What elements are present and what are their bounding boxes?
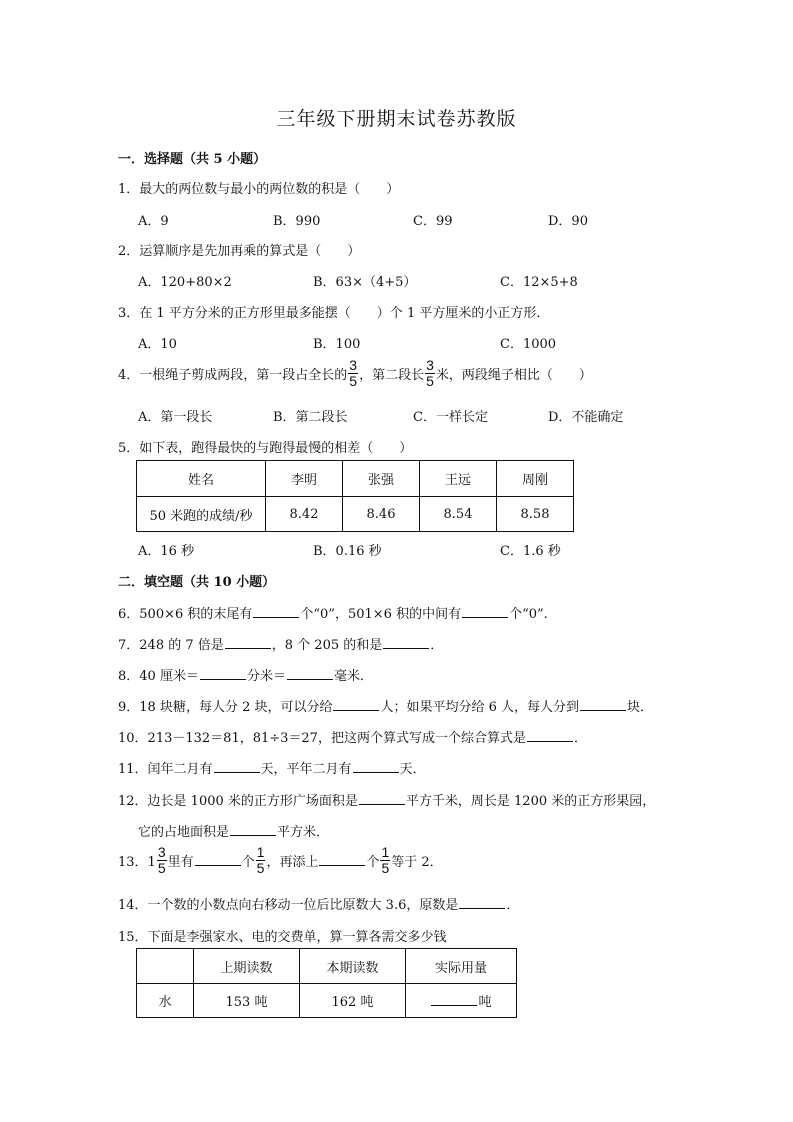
q7-blank-1[interactable]: [225, 636, 271, 649]
q7-text-3: ．: [430, 638, 444, 653]
q13-frac2-numerator: 1: [256, 844, 265, 860]
q9-text-2: 人；如果平均分给 6 人，每人分到: [380, 700, 580, 715]
q9-text-3: 块．: [627, 700, 654, 715]
q7-text-1: 7．248 的 7 倍是: [118, 638, 224, 653]
q3-option-a: A．10: [138, 337, 177, 352]
q4-text-2: ，第二段长: [359, 368, 425, 383]
q5-row-label: 50 米跑的成绩/秒: [137, 497, 266, 532]
q5-header-col: 李明: [266, 461, 343, 497]
q13-blank-1[interactable]: [195, 853, 241, 866]
exam-title: 三年级下册期末试卷苏教版: [276, 108, 517, 130]
q14-blank-1[interactable]: [459, 896, 505, 909]
q9-text-1: 9．18 块糖，每人分 2 块，可以分给: [118, 700, 333, 715]
q15-unit: 吨: [478, 995, 492, 1010]
question-11: [118, 758, 426, 777]
q13-frac3-denominator: 5: [381, 860, 390, 876]
q3-option-c: C．1000: [500, 337, 557, 352]
q15-row-label: 水: [137, 984, 194, 1018]
question-2: 2．运算顺序是先加再乘的算式是（ ）: [118, 244, 361, 259]
question-9: [118, 696, 653, 715]
question-6: [118, 603, 548, 622]
q15-header-col: 实际用量: [406, 949, 517, 984]
q5-option-a: A．16 秒: [138, 544, 195, 559]
q7-text-2: ，8 个 205 的和是: [271, 638, 383, 653]
q5-table-data-row: [137, 497, 574, 532]
q2-option-b: B．63×（4+5）: [313, 275, 417, 290]
q9-blank-1[interactable]: [333, 698, 379, 711]
q15-header-col: 本期读数: [300, 949, 406, 984]
q13-text-2: 个: [241, 855, 255, 870]
q1-option-c: C．99: [413, 214, 453, 229]
q9-blank-2[interactable]: [580, 698, 626, 711]
q6-text-2: 个“0”，501×6 积的中间有: [300, 607, 462, 622]
q13-blank-2[interactable]: [319, 853, 365, 866]
q1-option-a: A．9: [138, 214, 169, 229]
q13-frac2-denominator: 5: [256, 860, 265, 876]
q5-cell: 8.46: [343, 497, 420, 532]
q4-frac1-denominator: 5: [349, 373, 358, 389]
question-5: 5．如下表，跑得最快的与跑得最慢的相差（ ）: [118, 441, 413, 456]
q13-frac1-denominator: 5: [157, 860, 166, 876]
question-12-continued: [138, 821, 329, 840]
q1-option-d: D．90: [548, 214, 588, 229]
q15-table-row-water: [137, 984, 517, 1018]
q15-header-empty: [137, 949, 194, 984]
q13-text-1: 里有: [167, 855, 194, 870]
q13-prefix: 13．1: [118, 855, 156, 870]
q4-option-b: B．第二段长: [273, 410, 348, 425]
q4-text-1: 4．一根绳子剪成两段，第一段占全长的: [118, 368, 348, 383]
q5-option-c: C．1.6 秒: [500, 544, 561, 559]
question-10: [118, 727, 587, 746]
q4-fraction-2: [425, 358, 435, 389]
q5-option-b: B．0.16 秒: [313, 544, 382, 559]
q4-option-c: C．一样长定: [413, 410, 488, 425]
q2-option-a: A．120+80×2: [138, 275, 232, 290]
q5-score-table: [136, 460, 574, 532]
question-4: [118, 357, 592, 391]
q5-header-col: 周刚: [497, 461, 574, 497]
question-8: [118, 665, 373, 684]
section-fill-heading: 二．填空题（共 10 小题）: [118, 575, 276, 590]
q6-text-3: 个“0”.: [509, 607, 548, 622]
q8-text-2: 分米＝: [246, 669, 286, 684]
q15-cell-usage: [406, 984, 517, 1018]
q11-blank-1[interactable]: [214, 760, 260, 773]
q8-text-1: 8．40 厘米＝: [118, 669, 199, 684]
q5-header-col: 王远: [420, 461, 497, 497]
q13-fraction-3: [380, 845, 390, 876]
q4-frac2-denominator: 5: [426, 373, 434, 389]
q2-option-c: C．12×5+8: [500, 275, 578, 290]
q8-blank-1[interactable]: [200, 667, 246, 680]
q12-text-3: 它的占地面积是: [138, 825, 230, 840]
q4-frac1-numerator: 3: [349, 357, 358, 373]
q10-text-1: 10．213－132＝81，81÷3＝27，把这两个算式写成一个综合算式是: [118, 731, 526, 746]
q13-text-3: ，再添上: [266, 855, 319, 870]
q10-blank-1[interactable]: [527, 729, 573, 742]
question-3: 3．在 1 平方分米的正方形里最多能摆（ ）个 1 平方厘米的小正方形．: [118, 306, 550, 321]
q15-bill-table: [136, 948, 517, 1018]
q3-option-b: B．100: [313, 337, 361, 352]
q14-text-2: ．: [506, 898, 520, 913]
q8-text-3: 毫米．: [333, 669, 373, 684]
q15-table-header-row: [137, 949, 517, 984]
q5-cell: 8.42: [266, 497, 343, 532]
question-14: [118, 894, 519, 913]
q6-blank-1[interactable]: [253, 605, 299, 618]
q6-blank-2[interactable]: [462, 605, 508, 618]
q13-fraction-1: [157, 845, 167, 876]
q5-cell: 8.58: [497, 497, 574, 532]
q4-fraction-1: [348, 358, 358, 389]
q4-option-d: D．不能确定: [548, 410, 624, 425]
q15-header-col: 上期读数: [194, 949, 300, 984]
q12-blank-2[interactable]: [230, 823, 276, 836]
q5-cell: 8.54: [420, 497, 497, 532]
q5-header-col: 张强: [343, 461, 420, 497]
q4-option-a: A．第一段长: [138, 410, 213, 425]
q12-text-4: 平方米．: [277, 825, 330, 840]
q13-text-4: 个: [366, 855, 380, 870]
q13-text-5: 等于 2．: [391, 855, 443, 870]
question-13: [118, 844, 443, 878]
q11-blank-2[interactable]: [353, 760, 399, 773]
q4-frac2-numerator: 3: [426, 357, 434, 373]
q11-text-3: 天．: [399, 762, 426, 777]
question-15: 15．下面是李强家水、电的交费单，算一算各需交多少钱: [118, 930, 447, 945]
q13-frac3-numerator: 1: [381, 844, 390, 860]
q14-text-1: 14．一个数的小数点向右移动一位后比原数大 3.6，原数是: [118, 898, 459, 913]
q12-text-2: 平方千米，周长是 1200 米的正方形果园，: [405, 794, 656, 809]
q12-text-1: 12．边长是 1000 米的正方形广场面积是: [118, 794, 358, 809]
q12-blank-1[interactable]: [359, 792, 405, 805]
q13-frac1-numerator: 3: [157, 844, 166, 860]
q15-cell: 162 吨: [300, 984, 406, 1018]
q8-blank-2[interactable]: [287, 667, 333, 680]
q15-blank-usage[interactable]: [431, 993, 477, 1006]
q11-text-2: 天，平年二月有: [260, 762, 352, 777]
q13-fraction-2: [256, 845, 266, 876]
q4-text-3: 米，两段绳子相比（ ）: [435, 368, 592, 383]
question-7: [118, 634, 443, 653]
q10-text-2: ．: [573, 731, 587, 746]
question-1: 1．最大的两位数与最小的两位数的积是（ ）: [118, 182, 400, 197]
question-12: [118, 790, 655, 809]
q6-text-1: 6．500×6 积的末尾有: [118, 607, 253, 622]
q15-cell: 153 吨: [194, 984, 300, 1018]
q5-header-name: 姓名: [137, 461, 266, 497]
q11-text-1: 11．闰年二月有: [118, 762, 213, 777]
q7-blank-2[interactable]: [383, 636, 429, 649]
q5-table-header-row: [137, 461, 574, 497]
q1-option-b: B．990: [273, 214, 321, 229]
section-choice-heading: 一．选择题（共 5 小题）: [118, 152, 267, 167]
